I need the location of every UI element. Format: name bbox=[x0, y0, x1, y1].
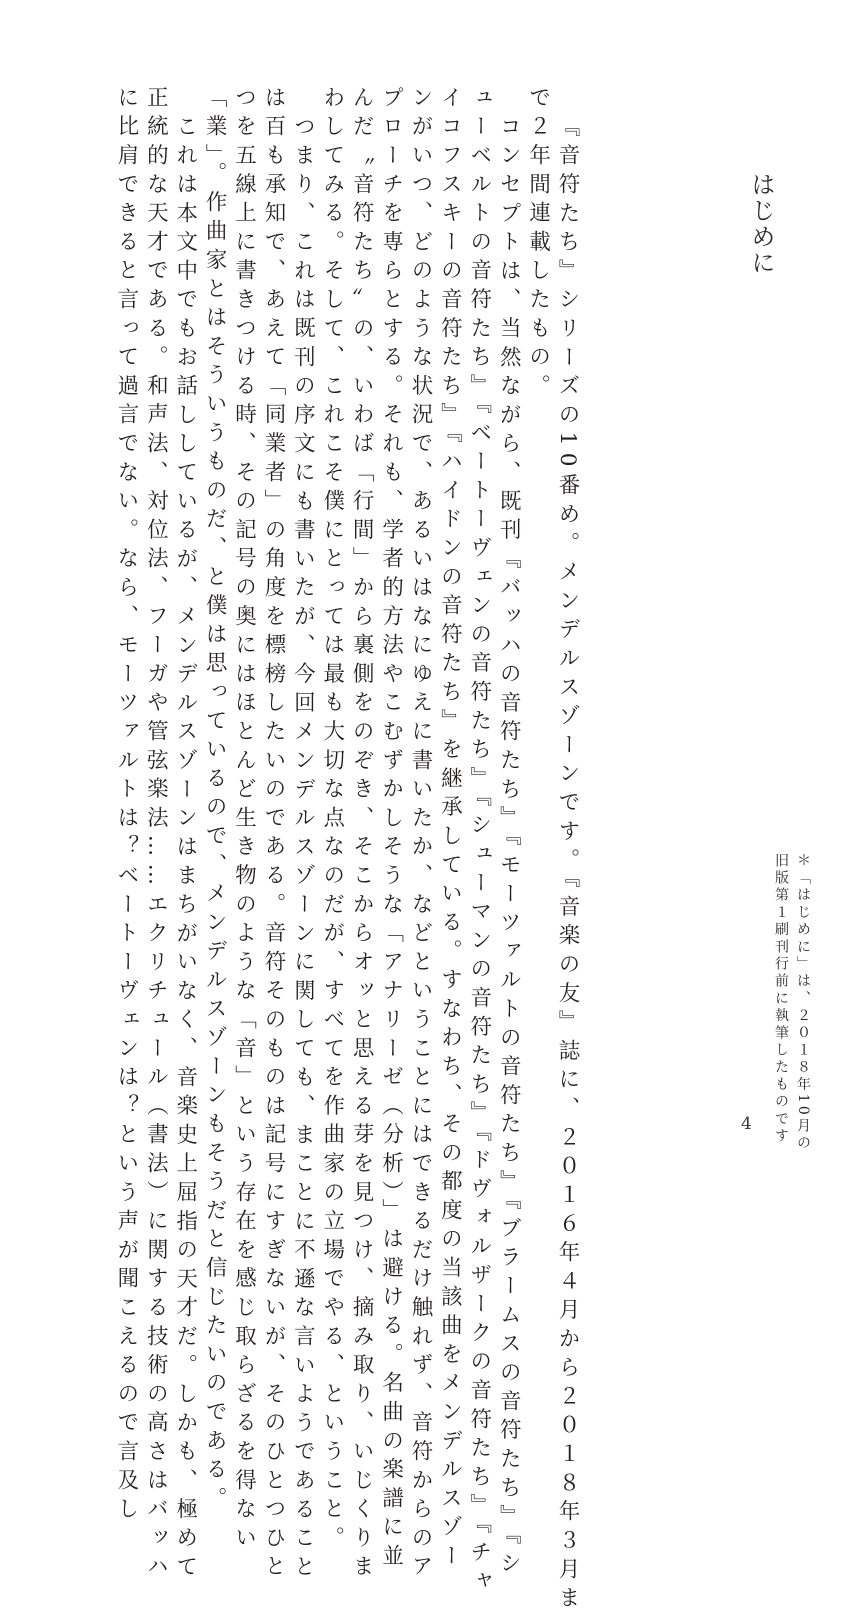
body-line: 『音符たち』シリーズの10番め。メンデルスゾーンです。『音楽の友』誌に、２０１６年４月から２０１８年３月ま bbox=[555, 115, 580, 1615]
body-line: は百も承知で、あえて「同業者」の角度を標榜したいのである。音符そのものは記号にすぎないが、そのひとつひと bbox=[260, 86, 286, 1584]
body-line: んだ〝音符たち〟の、いわば「行間」から裏側をのぞき、そこからオッと思える芽を見つけ、摘み取り、いじくりま bbox=[349, 86, 375, 1584]
footnote bbox=[770, 853, 814, 1152]
body-line: イコフスキーの音符たち』『ハイドンの音符たち』を継承している。すなわち、その都度の当該曲をメンデルスゾー bbox=[437, 86, 463, 1573]
body-line: 「業」。作曲家とはそういうものだ、と僕は思っているので、メンデルスゾーンもそうだと信じたいのである。 bbox=[202, 86, 228, 1516]
body-line: プローチを専らとする。それも、学者的方法やこむずかしそうな「アナリーゼ（分析）」は避ける。名曲の楽譜に並 bbox=[378, 86, 404, 1573]
body-line: これは本文中でもお話ししているが、メンデルスゾーンはまちがいなく、音楽史上屈指の天才だ。しかも、極めて bbox=[172, 115, 198, 1584]
body-line: 正統的な天才である。和声法、対位法、フーガや管弦楽法……エクリチュール（書法）に関する技術の高さはバッハ bbox=[143, 86, 169, 1584]
body-line: ューベルトの音符たち』『ベートーヴェンの音符たち』『シューマンの音符たち』『ドヴォルザークの音符たち』『チャ bbox=[466, 86, 492, 1599]
body-text bbox=[112, 86, 583, 1615]
footnote-line: 旧版第１刷刊行前に執筆したものです bbox=[773, 853, 789, 1146]
footnote-line: ＊「はじめに」は、２０１８年10月の bbox=[795, 853, 811, 1153]
body-line: コンセプトは、当然ながら、既刊『バッハの音符たち』『モーツァルトの音符たち』『ブラームスの音符たち』『シ bbox=[496, 115, 522, 1581]
body-line: ンがいつ、どのような状況で、あるいはなにゆえに書いたか、などということにはできるだけ触れず、音符からのア bbox=[407, 86, 433, 1584]
body-line: わしてみる。そして、これこそ僕にとっては最も大切な点なのだが、すべてを作曲家の立場でやる、ということ。 bbox=[319, 86, 345, 1555]
body-line: に比肩できると言って過言でない。なら、モーツァルトは？ベートーヴェンは？という声が聞こえるので言及し bbox=[113, 86, 139, 1526]
chapter-title: はじめに bbox=[747, 172, 775, 276]
body-line: で２年間連載したもの。 bbox=[525, 86, 551, 403]
body-line: つまり、これは既刊の序文にも書いたが、今回メンデルスゾーンに関しても、まことに不遜な言いようであること bbox=[290, 115, 316, 1584]
page-number: 4 bbox=[741, 1114, 752, 1134]
body-line: つを五線上に書きつける時、その記号の奥にはほとんど生き物のような「音」という存在を感じ取らざるを得ない bbox=[231, 86, 257, 1555]
